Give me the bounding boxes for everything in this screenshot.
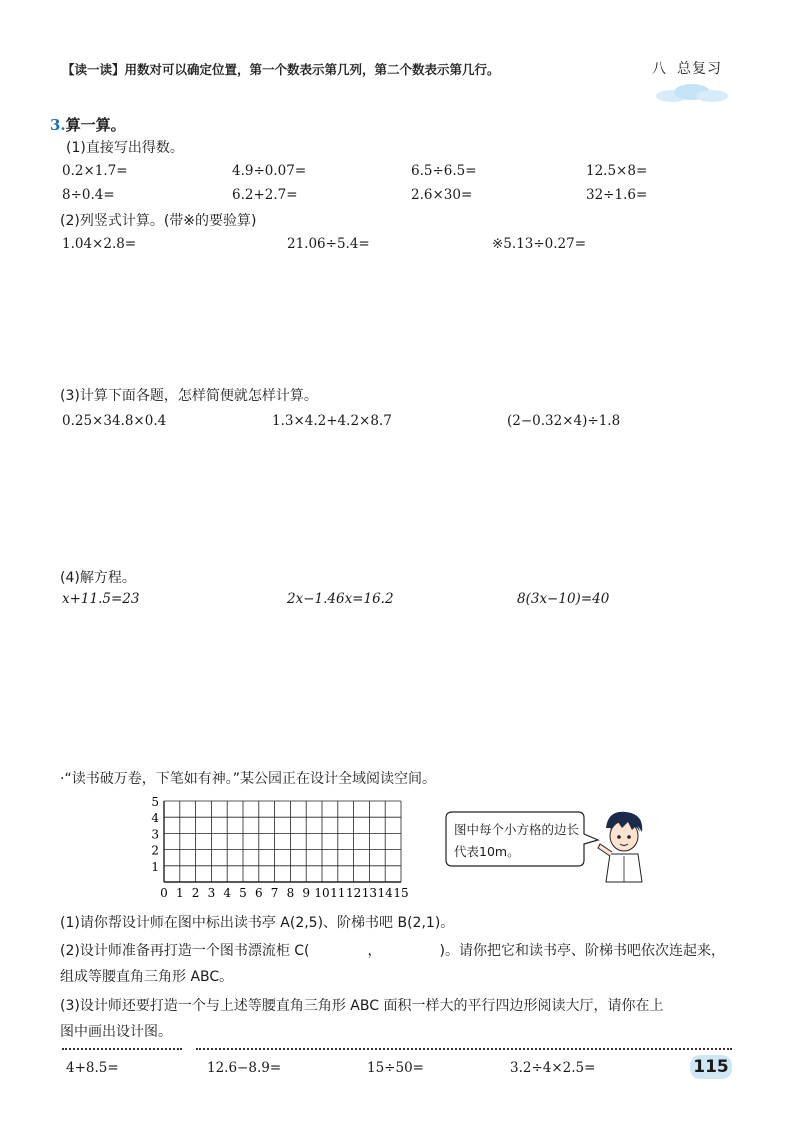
footer-divider-left — [62, 1048, 182, 1050]
x-tick-label: 1 — [175, 886, 184, 900]
bubble-line-2: 代表10m。 — [454, 844, 520, 859]
problem-q2 — [60, 940, 725, 960]
boy-character-icon — [594, 808, 650, 888]
problem-q2-cont: 组成等腰直角三角形 ABC。 — [60, 969, 234, 985]
simplify-item: (2−0.32×4)÷1.8 — [507, 413, 621, 429]
reading-tip: 【读一读】用数对可以确定位置，第一个数表示第几列，第二个数表示第几行。 — [62, 62, 500, 77]
calc-item: 4.9÷0.07= — [232, 163, 307, 179]
calc-item: 6.5÷6.5= — [411, 163, 477, 179]
y-tick-label: 4 — [151, 811, 159, 826]
footer-calc-item: 15÷50= — [367, 1060, 424, 1076]
calc-item: 12.5×8= — [586, 163, 648, 179]
calc-item: 32÷1.6= — [586, 187, 648, 203]
x-tick-label: 12 — [345, 886, 362, 900]
x-tick-label: 8 — [286, 886, 295, 900]
question-title-text: 算一算。 — [65, 116, 126, 134]
calc-item: 2.6×30= — [411, 187, 473, 203]
problem-q1: (1)请你帮设计师在图中标出读书亭 A(2,5)、阶梯书吧 B(2,1)。 — [60, 915, 455, 931]
y-tick-label: 5 — [151, 795, 159, 809]
problem-q2-comma: ， — [367, 943, 382, 959]
x-axis-labels — [160, 886, 408, 900]
footer-calc-item: 3.2÷4×2.5= — [510, 1060, 596, 1076]
x-tick-label: 9 — [302, 886, 311, 900]
chapter-title: 总复习 — [677, 61, 722, 77]
equation-item: x+11.5=23 — [62, 591, 140, 607]
bubble-line-1: 图中每个小方格的边长 — [454, 822, 580, 837]
vertical-calc-item: 1.04×2.8= — [62, 236, 137, 252]
x-tick-label: 4 — [223, 886, 232, 900]
y-axis-labels — [151, 795, 159, 874]
hint-bubble-group — [438, 808, 658, 888]
cloud-decoration-icon — [652, 82, 732, 104]
calc-item: 6.2+2.7= — [232, 187, 298, 203]
problem-q2-part-b: )。请你把它和读书亭、阶梯书吧依次连起来， — [439, 943, 725, 959]
simplify-item: 1.3×4.2+4.2×8.7 — [272, 413, 392, 429]
problem-q3-cont: 图中画出设计图。 — [60, 1024, 172, 1040]
calc-item: 0.2×1.7= — [62, 163, 128, 179]
y-tick-label: 2 — [151, 843, 159, 858]
part1-label: (1)直接写出得数。 — [66, 140, 184, 156]
problem-intro: ·“读书破万卷，下笔如有神。”某公园正在设计全域阅读空间。 — [60, 771, 436, 787]
x-tick-label: 14 — [377, 886, 393, 900]
equation-item: 8(3x−10)=40 — [517, 591, 610, 607]
chapter-number: 八 — [652, 61, 667, 77]
x-tick-label: 5 — [239, 886, 247, 900]
simplify-item: 0.25×34.8×0.4 — [62, 413, 167, 429]
x-tick-label: 2 — [191, 886, 200, 900]
x-tick-label: 7 — [270, 886, 279, 900]
x-tick-label: 0 — [160, 886, 168, 900]
problem-q2-part-a: (2)设计师准备再打造一个图书漂流柜 C( — [60, 943, 310, 959]
problem-q3: (3)设计师还要打造一个与上述等腰直角三角形 ABC 面积一样大的平行四边形阅读大厅，请你在上 — [60, 998, 664, 1014]
footer-calc-item: 4+8.5= — [66, 1060, 119, 1076]
grid-lines — [164, 801, 401, 882]
x-tick-label: 13 — [361, 886, 378, 900]
part2-label: (2)列竖式计算。(带※的要验算) — [60, 213, 257, 229]
y-tick-label: 1 — [151, 859, 159, 874]
footer-divider-right — [196, 1048, 732, 1050]
page-number: 115 — [690, 1055, 732, 1079]
question-title — [50, 114, 126, 135]
grid-svg[interactable] — [148, 795, 423, 901]
x-tick-label: 10 — [314, 886, 330, 900]
x-tick-label: 15 — [393, 886, 409, 900]
equation-item: 2x−1.46x=16.2 — [287, 591, 394, 607]
chapter-heading — [652, 58, 722, 78]
coordinate-grid[interactable] — [148, 795, 423, 905]
part3-label: (3)计算下面各题，怎样简便就怎样计算。 — [60, 388, 318, 404]
vertical-calc-item: 21.06÷5.4= — [287, 236, 370, 252]
part4-label: (4)解方程。 — [60, 570, 136, 586]
x-tick-label: 11 — [330, 886, 346, 900]
footer-calc-item: 12.6−8.9= — [207, 1060, 282, 1076]
y-tick-label: 3 — [151, 827, 159, 842]
x-tick-label: 6 — [254, 886, 263, 900]
vertical-calc-item: ※5.13÷0.27= — [492, 236, 587, 252]
calc-item: 8÷0.4= — [62, 187, 115, 203]
x-tick-label: 3 — [207, 886, 216, 900]
question-number: 3. — [50, 116, 66, 134]
